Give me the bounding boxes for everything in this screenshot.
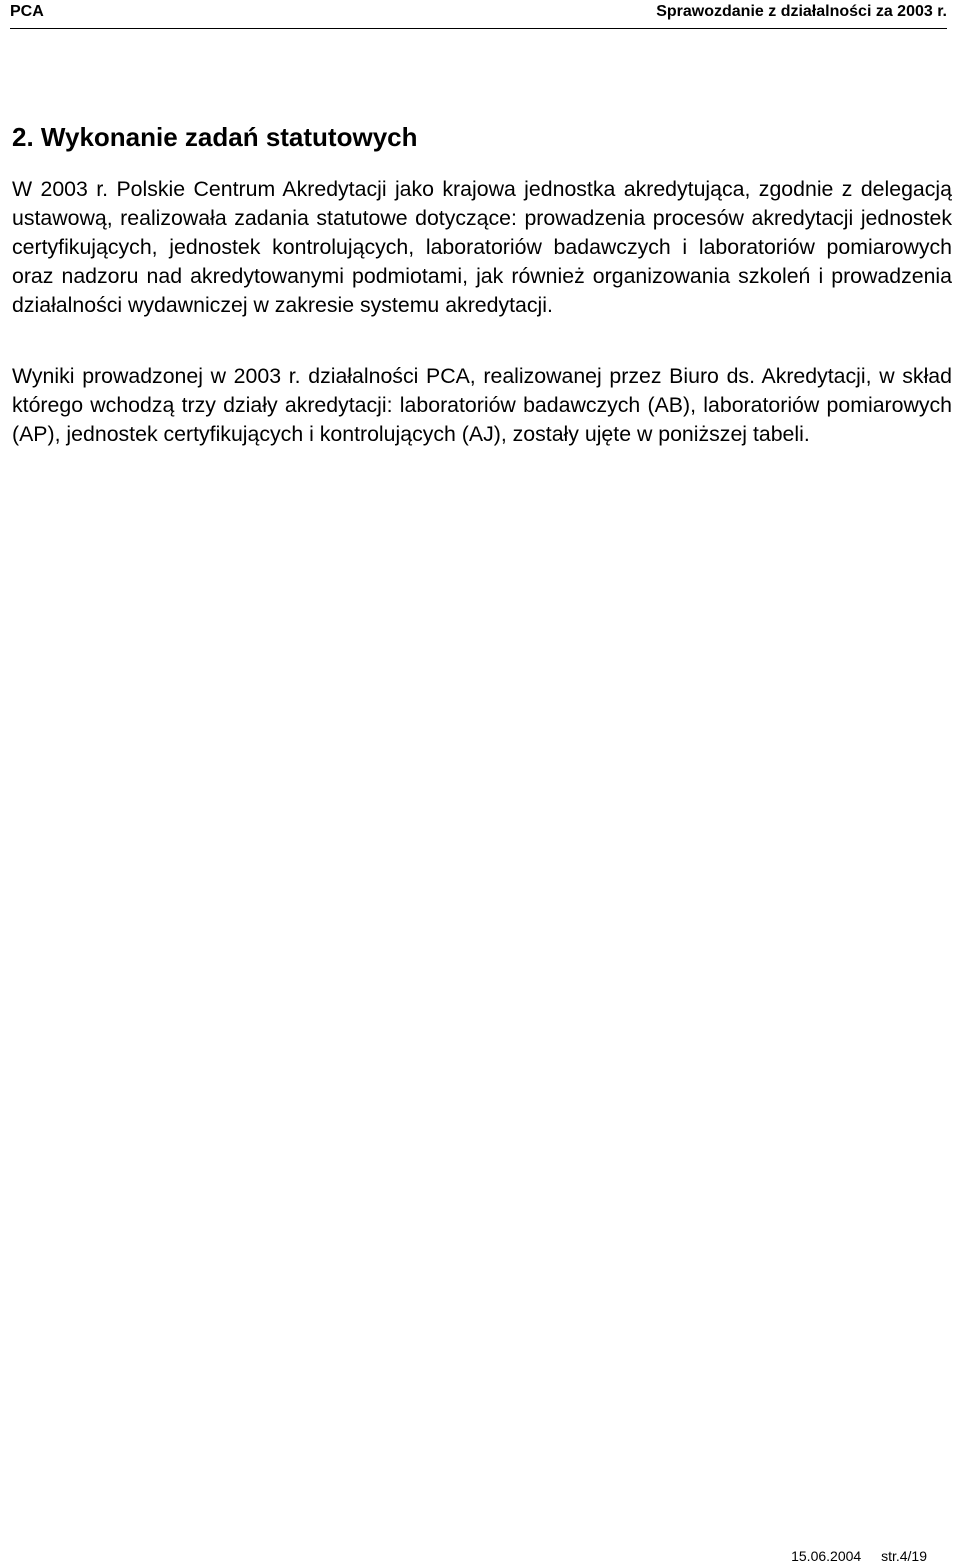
page-footer [791,1548,927,1564]
footer-date: 15.06.2004 [791,1548,862,1564]
paragraph-results: Wyniki prowadzonej w 2003 r. działalności PCA, realizowanej przez Biuro ds. Akredytacji, w skład którego wchodzą trzy działy akredytacji: laboratoriów badawczych (AB), laboratoriów pomiarowych (AP), jednostek certyfikujących i kontrolujących (AJ), zostały ujęte w poniższej tabeli. [12,364,952,446]
paragraph-statutory-tasks: W 2003 r. Polskie Centrum Akredytacji jako krajowa jednostka akredytująca, zgodnie z delegacją ustawową, realizowała zadania statutowe dotyczące: prowadzenia procesów akredytacji jednostek certyfikujących, jednostek kontrolujących, laboratoriów badawczych i laboratoriów pomiarowych oraz nadzoru nad akredytowanymi podmiotami, jak również organizowania szkoleń i prowadzenia działalności wydawniczej w zakresie systemu akredytacji. [12,177,952,317]
section-title: 2. Wykonanie zadań statutowych [12,122,418,152]
header-report-title: Sprawozdanie z działalności za 2003 r. [656,3,947,20]
footer-page-number: str.4/19 [881,1548,927,1564]
header-org: PCA [10,3,44,20]
page-header [10,0,947,29]
